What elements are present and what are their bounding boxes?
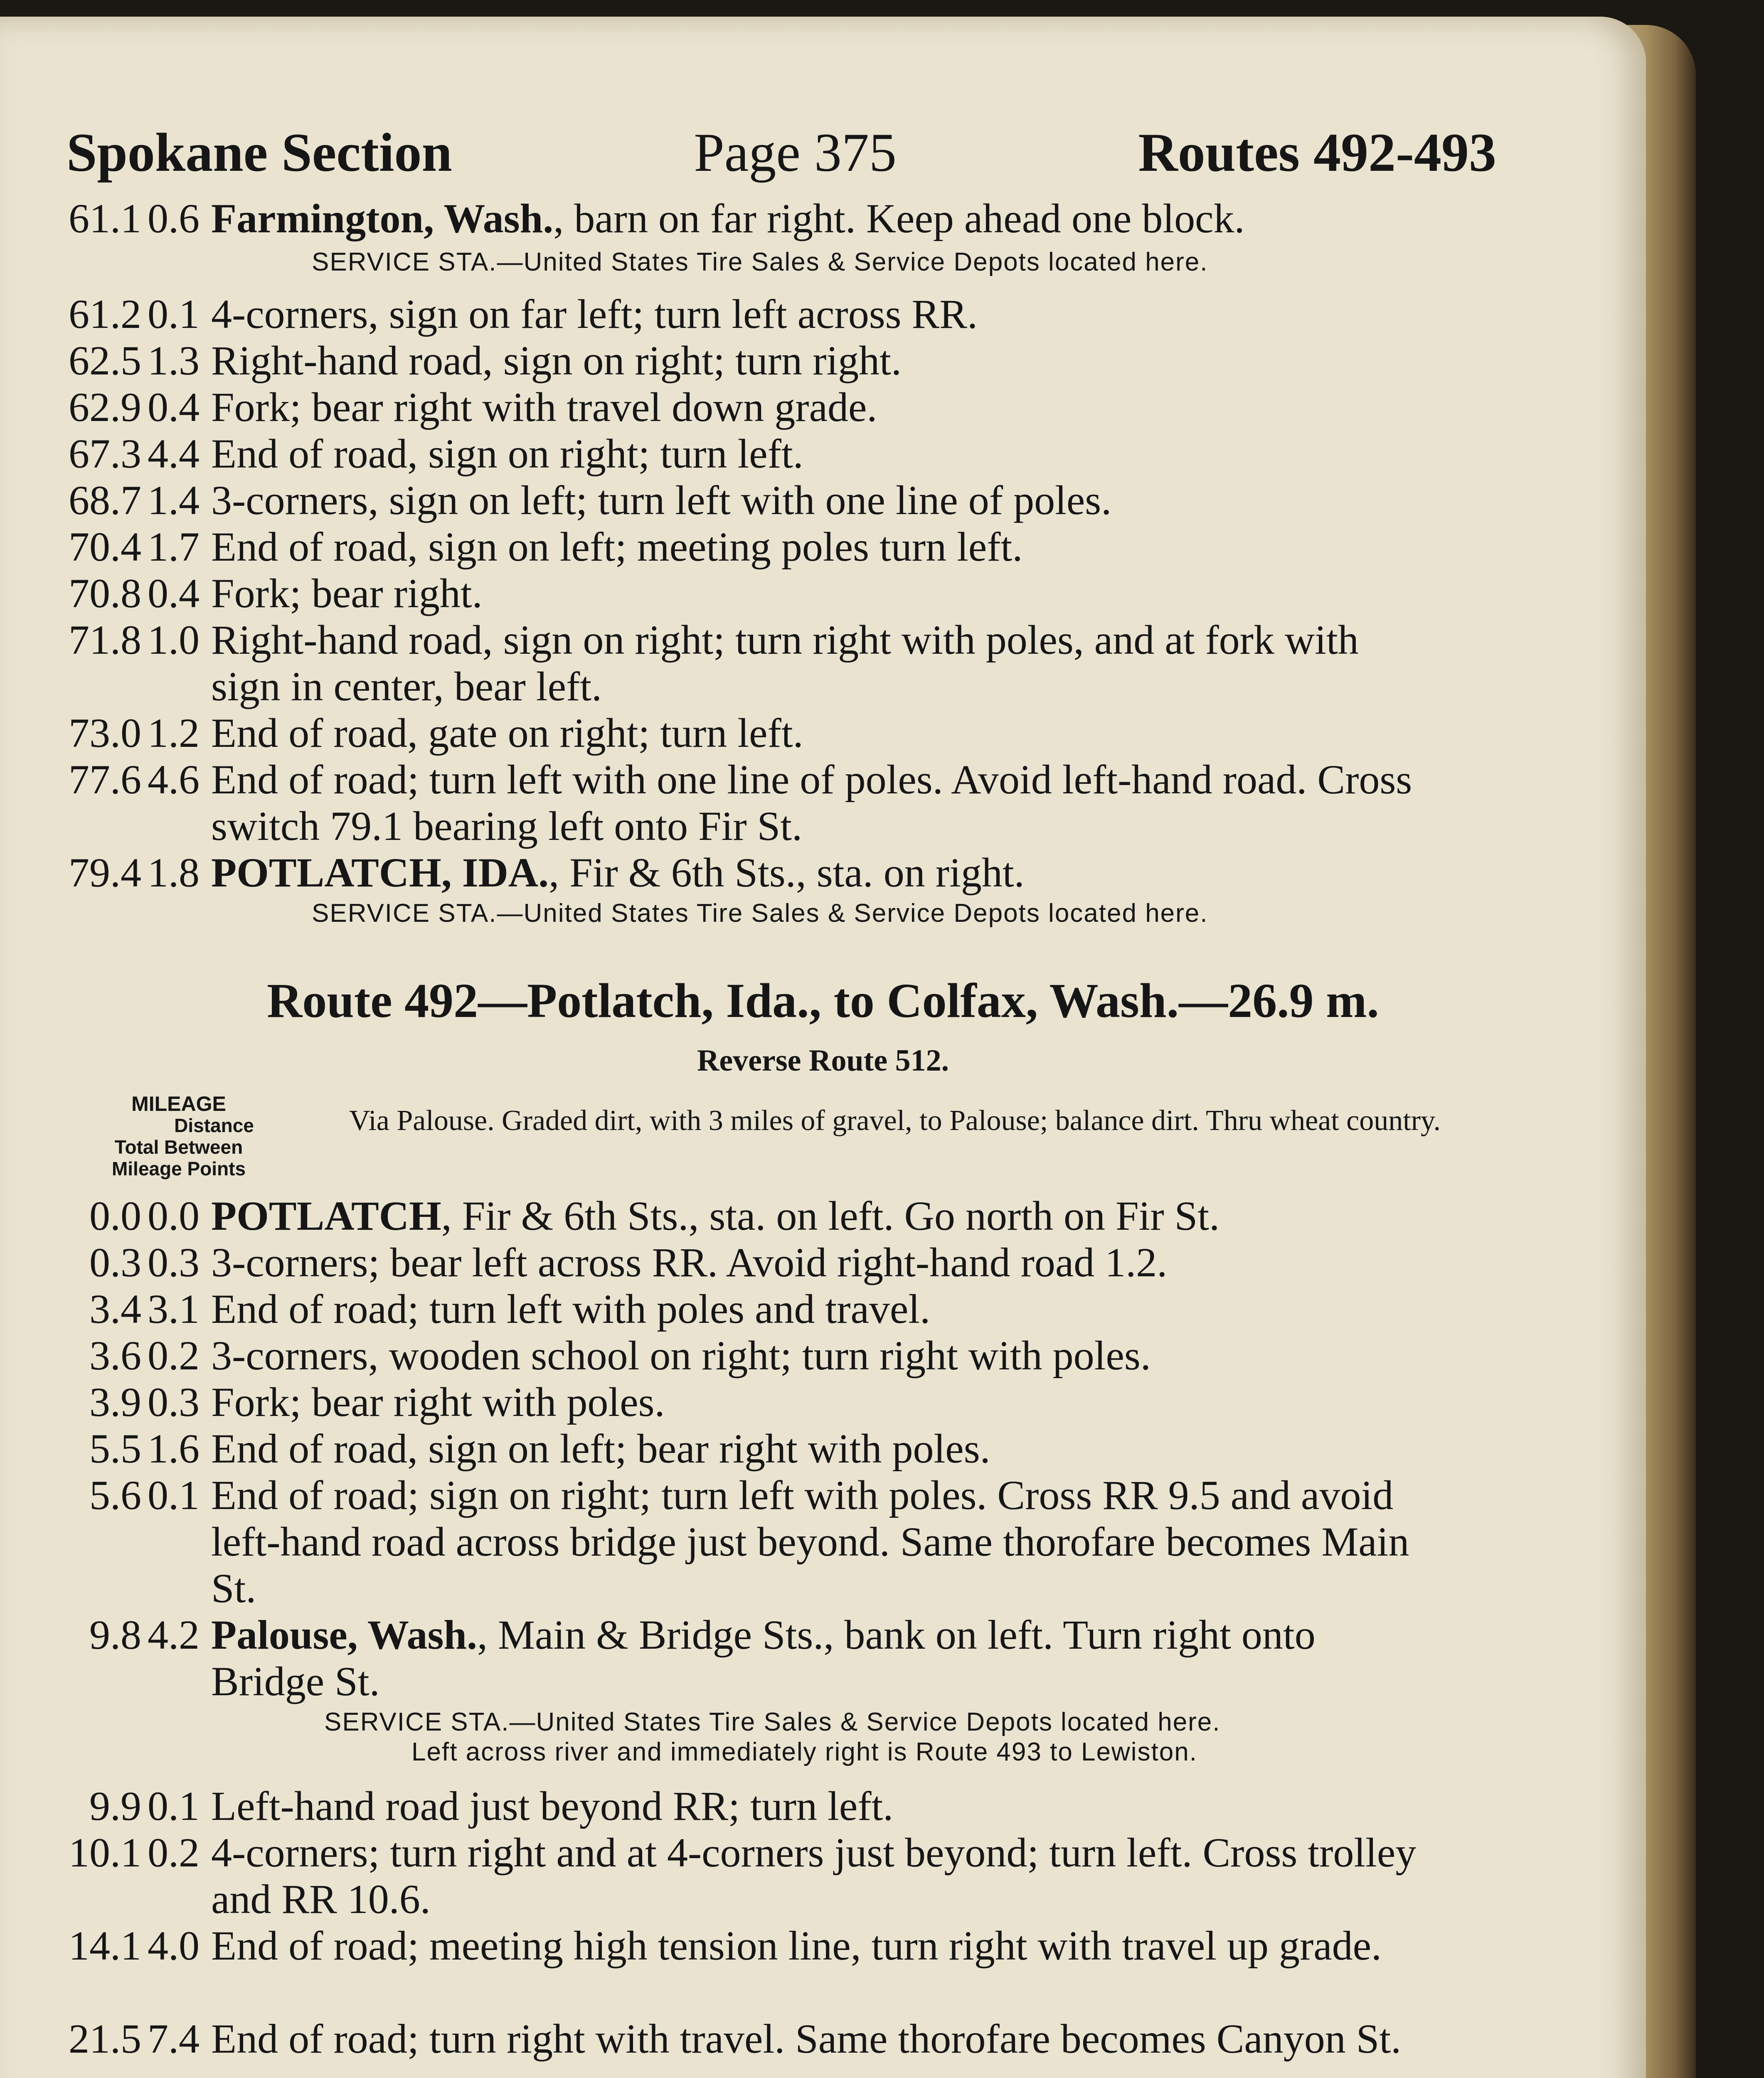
route-entry <box>67 1332 1437 1379</box>
distance: 7.4 <box>148 2016 200 2062</box>
route-entry <box>67 756 1437 849</box>
distance: 0.2 <box>148 1332 200 1379</box>
route-entry <box>67 1426 1437 1472</box>
total-mileage: 73.0 <box>69 710 141 756</box>
place-name: Farmington, Wash. <box>211 195 554 241</box>
entry-text: End of road; turn left with one line of poles. Avoid left-hand road. Cross switch 79.1 bearing left onto Fir St. <box>211 756 1412 849</box>
place-name: POTLATCH, IDA. <box>211 849 549 896</box>
total-mileage: 77.6 <box>69 756 141 803</box>
entry-text: Left-hand road just beyond RR; turn left. <box>211 1783 894 1829</box>
distance: 4.4 <box>148 431 200 477</box>
total-mileage: 61.1 <box>69 195 141 241</box>
total-mileage: 70.4 <box>69 524 141 570</box>
total-mileage: 0.3 <box>89 1239 141 1285</box>
route-entry <box>67 1923 1437 1969</box>
route-entry <box>67 710 1437 756</box>
section-title: Spokane Section <box>67 122 452 183</box>
total-mileage: 67.3 <box>69 431 141 477</box>
route-entry <box>67 1783 1437 1829</box>
distance: 1.6 <box>148 1426 200 1472</box>
total-mileage: 5.5 <box>89 1426 141 1472</box>
entry-text: End of road, sign on right; turn left. <box>211 431 803 477</box>
distance: 0.2 <box>148 1829 200 1876</box>
entry-text: End of road, gate on right; turn left. <box>211 710 803 756</box>
entry-directions: , barn on far right. Keep ahead one block. <box>553 195 1245 241</box>
entry-text: 4-corners; turn right and at 4-corners just beyond; turn left. Cross trolley and RR 10.6. <box>211 1829 1417 1922</box>
entry-text: 4-corners, sign on far left; turn left across RR. <box>211 291 978 337</box>
entry-text: End of road; sign on right; turn left with poles. Cross RR 9.5 and avoid left-hand road across bridge just beyond. Same thorofare becomes Main St. <box>211 1472 1409 1611</box>
total-mileage: 21.5 <box>69 2016 141 2062</box>
entry-text <box>211 195 1437 242</box>
distance: 0.1 <box>148 291 200 337</box>
route-entry <box>67 617 1437 710</box>
total-mileage: 79.4 <box>69 849 141 896</box>
mileage-header-points: Mileage Points <box>111 1158 246 1179</box>
entry-text: End of road; turn right with travel. Same thorofare becomes Canyon St. <box>211 2016 1402 2062</box>
route-entry <box>67 1193 1437 1239</box>
total-mileage: 9.9 <box>89 1783 141 1829</box>
total-mileage: 0.0 <box>89 1193 141 1239</box>
service-station-note: SERVICE STA.—United States Tire Sales & Service Depots located here. <box>312 899 1208 928</box>
distance: 0.4 <box>148 570 200 616</box>
route-entry <box>67 524 1437 570</box>
entry-text: Right-hand road, sign on right; turn right with poles, and at fork with sign in center, bear left. <box>211 617 1359 709</box>
route-entry <box>67 1472 1437 1612</box>
total-mileage: 62.9 <box>69 384 141 430</box>
route-entry <box>67 2016 1437 2062</box>
entry-directions: , Fir & 6th Sts., sta. on left. Go north on Fir St. <box>441 1193 1220 1239</box>
route-492-description: Via Palouse. Graded dirt, with 3 miles of gravel, to Palouse; balance dirt. Thru wheat country. <box>349 1105 1441 1137</box>
route-entry <box>67 1612 1437 1705</box>
route-entry <box>67 477 1437 524</box>
entry-text: End of road; turn left with poles and travel. <box>211 1286 931 1332</box>
place-name: Palouse, Wash. <box>211 1612 477 1658</box>
distance: 0.6 <box>148 195 200 241</box>
entry-text: Right-hand road, sign on right; turn right. <box>211 337 902 384</box>
entry-text <box>211 1193 1437 1239</box>
entry-text: Fork; bear right with travel down grade. <box>211 384 877 430</box>
route-entry <box>67 195 1437 242</box>
route-entry <box>67 1239 1437 1286</box>
distance: 0.1 <box>148 1783 200 1829</box>
distance: 1.8 <box>148 849 200 896</box>
route-entry <box>67 1286 1437 1332</box>
total-mileage: 3.4 <box>89 1286 141 1332</box>
entry-text: 3-corners; bear left across RR. Avoid right-hand road 1.2. <box>211 1239 1168 1285</box>
route-492-title: Route 492—Potlatch, Ida., to Colfax, Wash.—26.9 m. <box>267 973 1379 1028</box>
book-page <box>0 17 1646 2078</box>
total-mileage: 61.2 <box>69 291 141 337</box>
route-entry <box>67 1379 1437 1426</box>
distance: 1.3 <box>148 337 200 384</box>
distance: 0.0 <box>148 1193 200 1239</box>
entry-text: End of road, sign on left; meeting poles turn left. <box>211 524 1023 570</box>
service-station-note: SERVICE STA.—United States Tire Sales & Service Depots located here. <box>312 248 1208 276</box>
route-entry <box>67 291 1437 337</box>
distance: 4.2 <box>148 1612 200 1658</box>
page-header <box>67 121 1496 184</box>
total-mileage: 10.1 <box>69 1829 141 1876</box>
palouse-route-note: Left across river and immediately right is Route 493 to Lewiston. <box>411 1738 1197 1766</box>
entry-text: End of road; meeting high tension line, turn right with travel up grade. <box>211 1923 1382 1969</box>
route-492-reverse: Reverse Route 512. <box>697 1044 949 1078</box>
place-name: POTLATCH <box>211 1193 441 1239</box>
distance: 1.7 <box>148 524 200 570</box>
service-station-note: SERVICE STA.—United States Tire Sales & Service Depots located here. <box>324 1708 1221 1736</box>
entry-text: Fork; bear right. <box>211 570 483 616</box>
distance: 3.1 <box>148 1286 200 1332</box>
entry-text: Fork; bear right with poles. <box>211 1379 665 1425</box>
entry-text <box>211 849 1437 896</box>
mileage-column-header <box>62 1093 295 1179</box>
entry-directions: , Main & Bridge Sts., bank on left. Turn right onto Bridge St. <box>211 1612 1316 1704</box>
distance: 4.0 <box>148 1923 200 1969</box>
total-mileage: 14.1 <box>69 1923 141 1969</box>
route-entry <box>67 431 1437 477</box>
total-mileage: 3.9 <box>89 1379 141 1425</box>
distance: 0.1 <box>148 1472 200 1518</box>
page-number: Page 375 <box>694 122 897 183</box>
total-mileage: 71.8 <box>69 617 141 663</box>
mileage-header-title: MILEAGE <box>131 1092 226 1115</box>
route-entry <box>67 337 1437 384</box>
total-mileage: 5.6 <box>89 1472 141 1518</box>
distance: 0.3 <box>148 1239 200 1285</box>
entry-text: 3-corners, sign on left; turn left with one line of poles. <box>211 477 1112 523</box>
entry-text: End of road, sign on left; bear right with poles. <box>211 1426 990 1472</box>
distance: 0.3 <box>148 1379 200 1425</box>
routes-range: Routes 492-493 <box>1138 122 1496 183</box>
route-entry <box>67 1829 1437 1923</box>
entry-directions: , Fir & 6th Sts., sta. on right. <box>549 849 1025 896</box>
distance: 4.6 <box>148 756 200 803</box>
distance: 0.4 <box>148 384 200 430</box>
entry-text: 3-corners, wooden school on right; turn right with poles. <box>211 1332 1151 1379</box>
route-entry <box>67 849 1437 896</box>
distance: 1.0 <box>148 617 200 663</box>
route-entry <box>67 384 1437 431</box>
total-mileage: 3.6 <box>89 1332 141 1379</box>
mileage-header-distance: Distance <box>174 1115 254 1136</box>
mileage-header-total-between: Total Between <box>114 1136 243 1158</box>
distance: 1.2 <box>148 710 200 756</box>
total-mileage: 9.8 <box>89 1612 141 1658</box>
total-mileage: 70.8 <box>69 570 141 616</box>
distance: 1.4 <box>148 477 200 523</box>
entry-text <box>211 1612 1437 1705</box>
total-mileage: 62.5 <box>69 337 141 384</box>
route-entry <box>67 570 1437 617</box>
total-mileage: 68.7 <box>69 477 141 523</box>
